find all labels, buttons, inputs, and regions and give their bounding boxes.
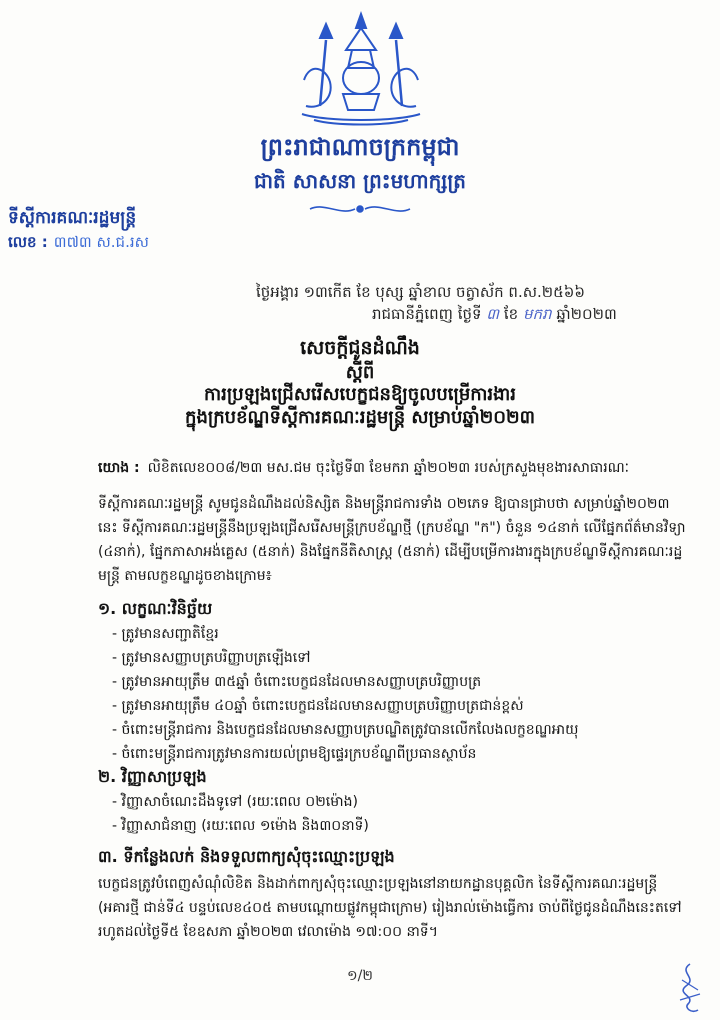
list-item: - ត្រូវមានអាយុត្រឹម ៤០ឆ្នាំ ចំពោះបេក្ខជនដែលមានសញ្ញាបត្របរិញ្ញាបត្រជាន់ខ្ពស់ (112, 698, 524, 714)
list-item: - ត្រូវមានសញ្ញាបត្របរិញ្ញាបត្រឡើងទៅ (112, 650, 311, 666)
document-number-value: ៣៧៣ ស.ជ.រស (53, 233, 149, 251)
solar-date-year: ឆ្នាំ២០២៣ (556, 305, 617, 323)
lunar-date: ថ្ងៃអង្គារ ១៣កើត ខែ បុស្ស ឆ្នាំខាល ចត្វាស័ក ព.ស.២៥៦៦ (256, 283, 585, 301)
section-heading-subjects: ២. វិញ្ញាសាប្រឡង (98, 767, 207, 786)
registration-paragraph: បេក្ខជនត្រូវបំពេញសំណុំលិខិត និងដាក់ពាក្យសុំចុះឈ្មោះប្រឡងនៅនាយកដ្ឋានបុគ្គលិក នៃទីស្តីការគណៈរដ្ឋមន្ត្រី (អគារថ្មី ជាន់ទី៤ បន្ទប់លេខ៤០៥ តាមបណ្តោយផ្លូវកម្ពុជាក្រោម) រៀងរាល់ម៉ោងធ្វើការ ចាប់ពីថ្ងៃជូនដំណឹងនេះតទៅ រហូតដល់ថ្ងៃទី៥ ខែឧសភា ឆ្នាំ២០២៣ វេលាម៉ោង ១៧:០០ នាទី។ (98, 876, 682, 940)
list-item: - ត្រូវមានអាយុត្រឹម ៣៥ឆ្នាំ ចំពោះបេក្ខជនដែលមានសញ្ញាបត្របរិញ្ញាបត្រ (112, 674, 482, 690)
issuing-ministry: ទីស្ដីការគណៈរដ្ឋមន្ត្រី (8, 208, 137, 228)
notice-title: សេចក្តីជូនដំណឹង (300, 337, 420, 359)
document-number (8, 233, 149, 255)
intro-paragraph: ទីស្តីការគណៈរដ្ឋមន្ត្រី សូមជូនដំណឹងដល់និស្សិត និងមន្ត្រីរាជការទាំង ០២ភេទ ឱ្យបានជ្រាបថា សម្រាប់ឆ្នាំ២០២៣ នេះ ទីស្តីការគណៈរដ្ឋមន្ត្រីនឹងប្រឡងជ្រើសរើសមន្ត្រីក្របខ័ណ្ឌថ្មី (ក្របខ័ណ្ឌ "ក") ចំនួន ១៤នាក់ លើផ្នែកព័ត៌មានវិទ្យា (៤នាក់), ផ្នែកភាសាអង់គ្លេស (៥នាក់) និងផ្នែកនីតិសាស្ត្រ (៥នាក់) ដើម្បីបម្រើការងារក្នុងក្របខ័ណ្ឌទីស្តីការគណៈរដ្ឋមន្ត្រី តាមលក្ខខណ្ឌដូចខាងក្រោម៖ (98, 496, 686, 584)
notice-subject-line1: ការប្រឡងជ្រើសរើសបេក្ខជនឱ្យចូលបម្រើការងារ (204, 384, 516, 405)
notice-subject-label: ស្តីពី (345, 362, 375, 383)
document-number-label: លេខ : (8, 233, 48, 251)
list-item: - វិញ្ញាសាចំណេះដឹងទូទៅ (រយៈពេល ០២ម៉ោង) (112, 794, 358, 810)
list-item: - ចំពោះមន្ត្រីរាជការ និងបេក្ខជនដែលមានសញ្ញាបត្របណ្ឌិតត្រូវបានលើកលែងលក្ខខណ្ឌអាយុ (112, 722, 579, 738)
section-heading-registration: ៣. ទីកន្លែងលក់ និងទទួលពាក្យសុំចុះឈ្មោះប្រឡង (98, 847, 395, 866)
list-item: - វិញ្ញាសាជំនាញ (រយៈពេល ១ម៉ោង និង៣០នាទី) (112, 818, 369, 834)
kingdom-name: ព្រះរាជាណាចក្រកម្ពុជា (260, 133, 460, 161)
list-item: - ត្រូវមានសញ្ជាតិខ្មែរ (112, 626, 219, 642)
solar-date (372, 305, 617, 327)
notice-subject-line2: ក្នុងក្របខ័ណ្ឌទីស្តីការគណៈរដ្ឋមន្ត្រី សម្រាប់ឆ្នាំ២០២៣ (185, 407, 535, 428)
royal-crest-emblem (296, 10, 426, 128)
handwritten-initial (668, 960, 712, 1016)
reference-text: លិខិតលេខ០០៨/២៣ មស.ជម ចុះថ្ងៃទី៣ ខែមករា ឆ្នាំ២០២៣ របស់ក្រសួងមុខងារសាធារណៈ (147, 460, 630, 476)
reference-label: យោង : (98, 460, 140, 476)
solar-date-prefix: រាជធានីភ្នំពេញ ថ្ងៃទី (372, 305, 482, 323)
solar-date-month-prefix: ខែ (503, 305, 519, 323)
reference-line (98, 458, 629, 479)
national-motto: ជាតិ សាសនា ព្រះមហាក្សត្រ (254, 169, 466, 193)
list-item: - ចំពោះមន្ត្រីរាជការត្រូវមានការយល់ព្រមឱ្យផ្ទេរក្របខ័ណ្ឌពីប្រធានស្ថាប័ន (112, 746, 477, 762)
criteria-list (112, 622, 578, 766)
page-number: ១/២ (347, 968, 373, 984)
subjects-list (112, 790, 369, 838)
solar-date-day: ៣ (486, 305, 500, 323)
section-heading-criteria: ១. លក្ខណៈវិនិច្ឆ័យ (98, 599, 213, 618)
ornament-divider-icon (300, 198, 420, 220)
solar-date-month: មករា (522, 305, 552, 323)
